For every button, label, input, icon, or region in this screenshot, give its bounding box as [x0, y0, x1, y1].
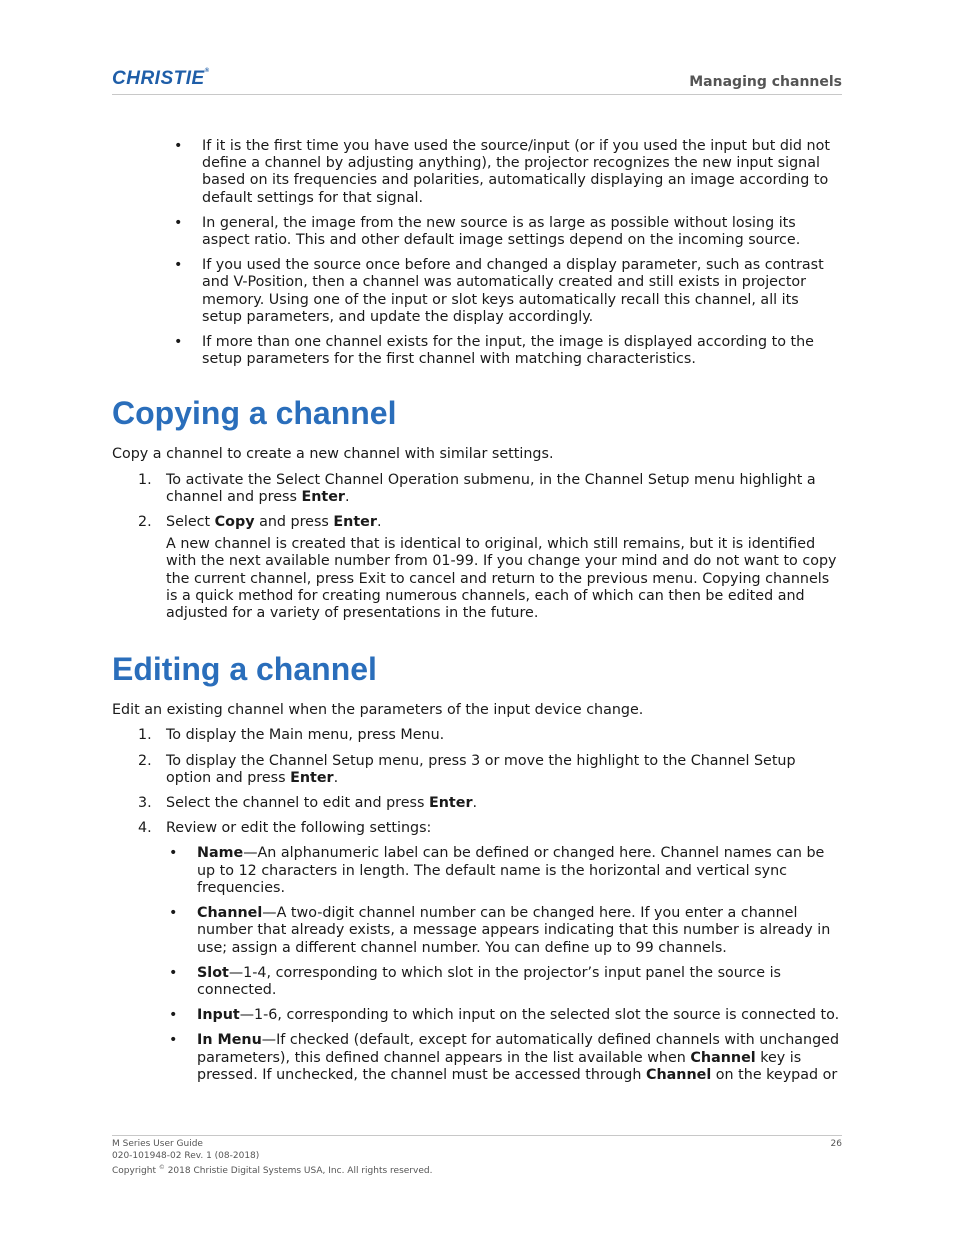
page-header: [112, 66, 842, 95]
step-text: To display the Main menu, press Menu.: [166, 727, 445, 744]
step-number: 1.: [138, 471, 152, 488]
heading-copying-channel: Copying a channel: [112, 395, 397, 432]
step-item: 1. To activate the Select Channel Operation submenu, in the Channel Setup menu highlight a channel and press Enter.: [138, 471, 816, 505]
list-item: • If more than one channel exists for the input, the image is displayed according to the setup parameters for the first channel with matching characteristics.: [202, 334, 842, 368]
step-number: 1.: [138, 727, 152, 744]
step-number: 2.: [138, 752, 152, 769]
keyword: Enter: [333, 514, 377, 531]
list-item: • If it is the first time you have used the source/input (or if you used the input but did not define a channel by adjusting anything), the projector recognizes the new input signal based on its frequencies and polarities, automatically displaying an image according to default settings for that signal.: [202, 138, 842, 207]
setting-channel: • Channel—A two-digit channel number can be changed here. If you enter a channel number that already exists, a message appears indicating that this number is already in use; assign a different channel number. You can define up to 99 channels.: [197, 905, 842, 957]
keyword: Copy: [214, 514, 255, 531]
list-item: • If you used the source once before and changed a display parameter, such as contrast and V-Position, then a channel was automatically created and still exists in projector memory. Using one of the input or slot keys automatically recall this channel, all its setup parameters, and update the display accordingly.: [202, 257, 842, 326]
page-number: 26: [830, 1139, 842, 1149]
setting-input: • Input—1-6, corresponding to which input on the selected slot the source is connected to.: [197, 1007, 842, 1024]
step-item: 3. Select the channel to edit and press Enter.: [138, 795, 478, 812]
step-text: Review or edit the following settings:: [166, 820, 432, 837]
setting-name: • Name—An alphanumeric label can be defined or changed here. Channel names can be up to 12 characters in length. The default name is the horizontal and vertical sync frequencies.: [197, 845, 842, 897]
step-item: [138, 820, 842, 1084]
keyword: Enter: [301, 488, 345, 505]
footer-doc-number: 020-101948-02 Rev. 1 (08-2018): [112, 1150, 260, 1161]
copying-steps: [112, 472, 842, 623]
step-item: 2. To display the Channel Setup menu, press 3 or move the highlight to the Channel Setup option and press Enter.: [138, 752, 796, 786]
intro-bullet-list: [112, 138, 842, 368]
editing-steps: [112, 727, 842, 1083]
footer-copyright: Copyright © 2018 Christie Digital Systems USA, Inc. All rights reserved.: [112, 1164, 433, 1176]
footer-guide-title: M Series User Guide: [112, 1139, 203, 1149]
setting-slot: • Slot—1-4, corresponding to which slot in the projector’s input panel the source is connected.: [197, 965, 842, 999]
step-note: A new channel is created that is identical to original, which still remains, but it is identified with the next available number from 01-99. If you change your mind and do not want to copy the current channel, press Exit to cancel and return to the previous menu. Copying channels is a quick method for creating numerous channels, each of which can then be edited and adjusted for a variety of presentations in the future.: [166, 536, 837, 622]
christie-logo: CHRISTIE®: [112, 68, 210, 89]
settings-list: [166, 845, 842, 1083]
step-text: Select the channel to edit and press: [166, 795, 429, 812]
step-item: [138, 727, 842, 744]
setting-in-menu: • In Menu—If checked (default, except for automatically defined channels with unchanged parameters), this defined channel appears in the list available when Channel key is pressed. If unchecked, the channel must be accessed through Channel on the keypad or: [197, 1032, 842, 1084]
copying-intro: Copy a channel to create a new channel with similar settings.: [112, 446, 554, 463]
step-number: 4.: [138, 820, 152, 837]
keyword: Enter: [290, 769, 334, 786]
section-title: Managing channels: [689, 74, 842, 90]
page-footer: [112, 1135, 842, 1178]
step-text: To activate the Select Channel Operation submenu, in the Channel Setup menu highlight a channel and press: [166, 471, 816, 505]
step-number: 2.: [138, 514, 152, 531]
page-body: [112, 138, 842, 1092]
step-item: 2. Select Copy and press Enter. A new channel is created that is identical to original, which still remains, but it is identified with the next available number from 01-99. If you change your mind and do not want to copy the current channel, press Exit to cancel and return to the previous menu. Copying channels is a quick method for creating numerous channels, each of which can then be edited and adjusted for a variety of presentations in the future.: [166, 514, 842, 622]
heading-editing-channel: Editing a channel: [112, 651, 377, 688]
step-text: To display the Channel Setup menu, press 3 or move the highlight to the Channel Setup option and press: [166, 752, 796, 786]
editing-intro: Edit an existing channel when the parameters of the input device change.: [112, 702, 644, 719]
keyword: Enter: [428, 795, 473, 812]
step-number: 3.: [138, 795, 152, 812]
list-item: • In general, the image from the new source is as large as possible without losing its aspect ratio. This and other default image settings depend on the incoming source.: [202, 215, 842, 249]
